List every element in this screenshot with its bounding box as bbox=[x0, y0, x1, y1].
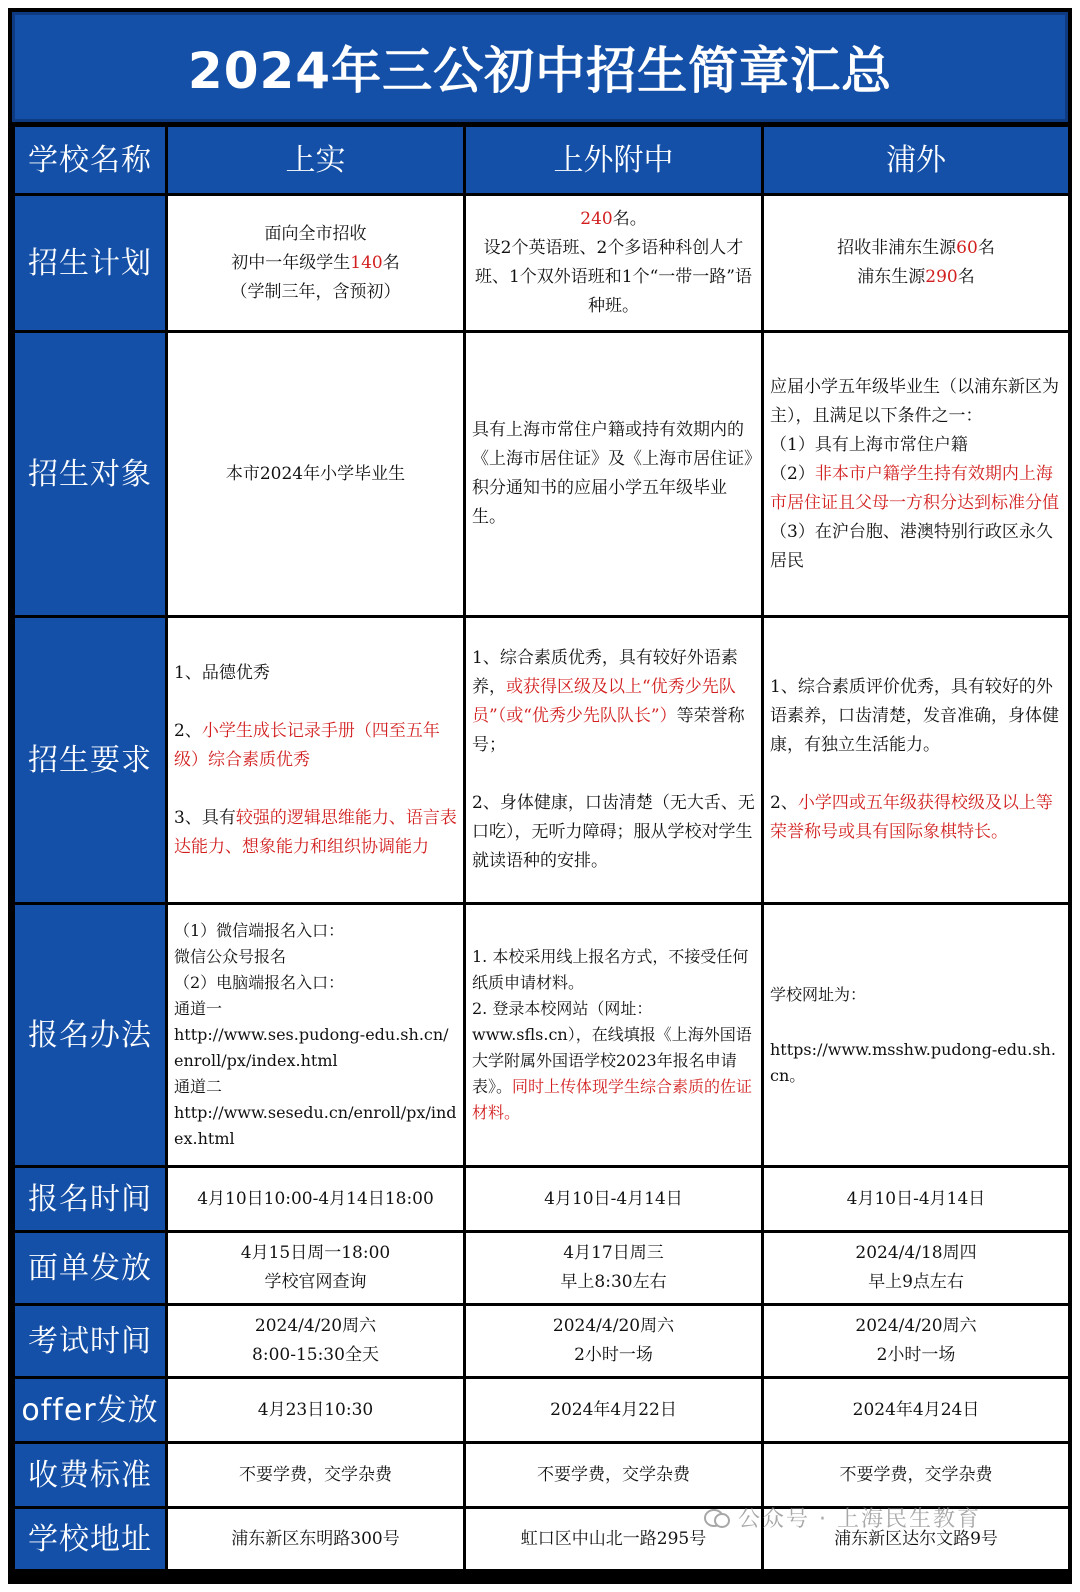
text-line: 早上9点左右 bbox=[868, 1272, 964, 1292]
cell-value bbox=[168, 1233, 463, 1303]
text-segment: （2） bbox=[770, 463, 815, 484]
row-label: 考试时间 bbox=[15, 1306, 165, 1376]
text-line: （1）微信端报名入口： bbox=[174, 921, 345, 940]
text-line: 微信公众号报名 bbox=[174, 947, 287, 966]
text-segment: 浦东生源 bbox=[857, 267, 926, 287]
row-interview-notice bbox=[15, 1233, 1068, 1303]
text-line: 2024/4/18周四 bbox=[855, 1243, 977, 1263]
highlight-text: 或获得区级及以上“优秀少先队员”（或“优秀少先队队长”） bbox=[472, 677, 736, 726]
cell-value bbox=[764, 1306, 1068, 1376]
cell-method-shangshi bbox=[168, 905, 463, 1165]
text-segment: 2、 bbox=[174, 720, 202, 741]
cell-plan-puwai bbox=[764, 196, 1068, 330]
school-name-puwai: 浦外 bbox=[764, 127, 1068, 193]
text-line: （3）在沪台胞、港澳特别行政区永久居民 bbox=[770, 521, 1053, 571]
row-label: 报名办法 bbox=[15, 905, 165, 1165]
cell-requirement-puwai bbox=[764, 618, 1068, 902]
cell-value: 4月10日-4月14日 bbox=[466, 1168, 761, 1230]
cell-value: 4月10日-4月14日 bbox=[764, 1168, 1068, 1230]
text-line: 2、身体健康，口齿清楚（无大舌、无口吃），无听力障碍；服从学校对学生就读语种的安排。 bbox=[472, 793, 755, 871]
cell-value bbox=[168, 1306, 463, 1376]
text-segment: 初中一年级学生 bbox=[231, 252, 351, 273]
text-line: 8:00-15:30全天 bbox=[252, 1345, 379, 1365]
highlight-text: 小学生成长记录手册（四至五年级）综合素质优秀 bbox=[174, 720, 440, 770]
row-label: 收费标准 bbox=[15, 1444, 165, 1506]
cell-requirement-shangwai bbox=[466, 618, 761, 902]
text-line: 学校网址为： bbox=[770, 984, 867, 1004]
text-line: 设2个英语班、2个多语种科创人才班、1个双外语班和1个“一带一路”语种班。 bbox=[474, 238, 752, 316]
cell-value: 不要学费，交学杂费 bbox=[168, 1444, 463, 1506]
text-segment: 2. 登录本校网站（网址：www.sfls.cn），在线填报《上海外国语大学附属外国语学校2023年报名申请表》。 bbox=[472, 999, 752, 1096]
text-line: 2小时一场 bbox=[876, 1345, 956, 1365]
row-exam-time bbox=[15, 1306, 1068, 1376]
cell-value bbox=[466, 1233, 761, 1303]
text-line: 4月15日周一18:00 bbox=[240, 1243, 391, 1263]
highlight-number: 240 bbox=[580, 209, 613, 229]
cell-target-shangshi: 本市2024年小学毕业生 bbox=[168, 333, 463, 615]
cell-method-shangwai bbox=[466, 905, 761, 1165]
row-offer bbox=[15, 1379, 1068, 1441]
cell-target-puwai bbox=[764, 333, 1068, 615]
page-title: 2024年三公初中招生简章汇总 bbox=[12, 12, 1068, 122]
text-segment: 名。 bbox=[612, 209, 647, 229]
text-line: 1、品德优秀 bbox=[174, 662, 270, 683]
enroll-link-2[interactable]: http://www.sesedu.cn/enroll/px/index.html bbox=[174, 1103, 457, 1148]
cell-value: 不要学费，交学杂费 bbox=[764, 1444, 1068, 1506]
row-address bbox=[15, 1509, 1068, 1569]
text-segment: 3、具有 bbox=[174, 807, 236, 828]
cell-value: 4月10日10:00-4月14日18:00 bbox=[168, 1168, 463, 1230]
cell-method-puwai bbox=[764, 905, 1068, 1165]
text-line: 1. 本校采用线上报名方式，不接受任何纸质申请材料。 bbox=[472, 947, 749, 992]
text-line: （2）电脑端报名入口： bbox=[174, 973, 345, 992]
row-label: 招生对象 bbox=[15, 333, 165, 615]
cell-value: 浦东新区达尔文路9号 bbox=[764, 1509, 1068, 1569]
text-line: 2024/4/20周六 bbox=[254, 1316, 377, 1336]
highlight-text: 非本市户籍学生持有效期内上海市居住证且父母一方积分达到标准分值 bbox=[770, 463, 1059, 513]
text-line: 面向全市招收 bbox=[264, 223, 367, 244]
row-signup-time bbox=[15, 1168, 1068, 1230]
text-segment: 1、综合素质优秀，具有较好外语素养， bbox=[472, 648, 738, 697]
cell-plan-shangwai bbox=[466, 196, 761, 330]
text-segment: 名 bbox=[957, 267, 975, 287]
text-segment: 等荣誉称号； bbox=[472, 706, 745, 755]
text-line: 2024/4/20周六 bbox=[552, 1316, 675, 1336]
text-line: 学校官网查询 bbox=[264, 1272, 367, 1292]
cell-value: 不要学费，交学杂费 bbox=[466, 1444, 761, 1506]
watermark-text: 公众号 · 上海民生教育 bbox=[738, 1507, 981, 1532]
text-line: 应届小学五年级毕业生（以浦东新区为主），且满足以下条件之一： bbox=[770, 376, 1059, 426]
cell-value: 4月23日10:30 bbox=[168, 1379, 463, 1441]
highlight-text: 同时上传体现学生综合素质的佐证材料。 bbox=[472, 1077, 753, 1122]
text-line: 1、综合素质评价优秀，具有较好的外语素养，口齿清楚，发音准确，身体健康，有独立生活能力。 bbox=[770, 677, 1059, 755]
enroll-link-1[interactable]: http://www.ses.pudong-edu.sh.cn/enroll/px/index.html bbox=[174, 1025, 449, 1070]
row-plan bbox=[15, 196, 1068, 330]
highlight-text: 较强的逻辑思维能力、语言表达能力、想象能力和组织协调能力 bbox=[174, 807, 457, 857]
text-line: 4月17日周三 bbox=[563, 1243, 664, 1263]
admission-summary-table bbox=[12, 124, 1071, 1572]
highlight-number: 290 bbox=[925, 267, 958, 287]
cell-plan-shangshi bbox=[168, 196, 463, 330]
row-fee bbox=[15, 1444, 1068, 1506]
row-label: 学校地址 bbox=[15, 1509, 165, 1569]
cell-value: 2024年4月22日 bbox=[466, 1379, 761, 1441]
header-row bbox=[15, 127, 1068, 193]
school-name-shangwai: 上外附中 bbox=[466, 127, 761, 193]
text-line: （1）具有上海市常住户籍 bbox=[770, 434, 968, 455]
brochure-table-sheet bbox=[8, 8, 1072, 1584]
text-segment: 名 bbox=[382, 252, 400, 273]
row-label: 招生要求 bbox=[15, 618, 165, 902]
highlight-text: 小学四或五年级获得校级及以上等荣誉称号或具有国际象棋特长。 bbox=[770, 793, 1053, 842]
row-target bbox=[15, 333, 1068, 615]
row-label: 面单发放 bbox=[15, 1233, 165, 1303]
cell-target-shangwai: 具有上海市常住户籍或持有效期内的《上海市居住证》及《上海市居住证》积分通知书的应届小学五年级毕业生。 bbox=[466, 333, 761, 615]
text-segment: 2、 bbox=[770, 793, 798, 813]
row-label: 招生计划 bbox=[15, 196, 165, 330]
school-name-shangshi: 上实 bbox=[168, 127, 463, 193]
header-label: 学校名称 bbox=[15, 127, 165, 193]
row-label: 报名时间 bbox=[15, 1168, 165, 1230]
cell-value: 浦东新区东明路300号 bbox=[168, 1509, 463, 1569]
cell-value: 虹口区中山北一路295号 bbox=[466, 1509, 761, 1569]
text-segment: 名 bbox=[977, 238, 995, 258]
text-line: 2024/4/20周六 bbox=[855, 1316, 977, 1336]
text-line: 2小时一场 bbox=[574, 1345, 653, 1365]
row-method bbox=[15, 905, 1068, 1165]
text-line: 通道一 bbox=[174, 999, 223, 1018]
text-segment: 招收非浦东生源 bbox=[837, 238, 957, 258]
row-requirement bbox=[15, 618, 1068, 902]
highlight-number: 60 bbox=[956, 238, 978, 258]
cell-value bbox=[466, 1306, 761, 1376]
highlight-number: 140 bbox=[350, 252, 383, 273]
cell-value: 2024年4月24日 bbox=[764, 1379, 1068, 1441]
text-line: 通道二 bbox=[174, 1077, 223, 1096]
cell-value bbox=[764, 1233, 1068, 1303]
row-label: offer发放 bbox=[15, 1379, 165, 1441]
school-website-link[interactable]: https://www.msshw.pudong-edu.sh.cn。 bbox=[770, 1039, 1056, 1085]
text-line: （学制三年，含预初） bbox=[230, 281, 401, 302]
text-line: 早上8:30左右 bbox=[560, 1272, 667, 1292]
cell-requirement-shangshi bbox=[168, 618, 463, 902]
